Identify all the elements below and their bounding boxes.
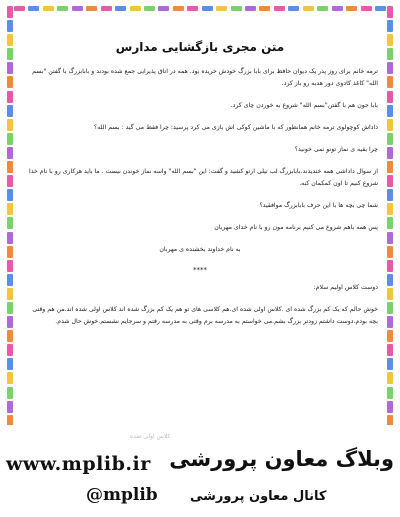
pencil-icon xyxy=(387,260,393,272)
pencil-icon xyxy=(387,217,393,229)
paragraph-6: شما چی بچه ها با این حرف بابابزرگ موافقید؟ xyxy=(259,202,378,209)
pencil-icon xyxy=(7,344,13,356)
pencil-icon xyxy=(72,6,83,11)
pencil-icon xyxy=(130,6,141,11)
pencil-icon xyxy=(173,6,184,11)
pencil-icon xyxy=(7,302,13,314)
pencil-icon xyxy=(387,76,393,88)
pencil-icon xyxy=(158,6,169,11)
pencil-icon xyxy=(288,6,299,11)
pencil-icon xyxy=(245,6,256,11)
pencil-icon xyxy=(387,330,393,342)
pencil-icon xyxy=(387,6,393,18)
pencil-icon xyxy=(7,76,13,88)
pencil-icon xyxy=(57,6,68,11)
pencil-icon xyxy=(387,288,393,300)
pencil-icon xyxy=(387,34,393,46)
pencil-icon xyxy=(216,6,227,11)
pencil-icon xyxy=(7,133,13,145)
pencil-icon xyxy=(43,6,54,11)
paragraph-4: چرا بقیه ی نماز تونو نمی خونید؟ xyxy=(294,146,378,153)
pencil-icon xyxy=(303,6,314,11)
pencil-icon xyxy=(7,91,13,103)
channel-name: کانال معاون پرورشی xyxy=(190,489,327,504)
pencil-icon xyxy=(7,203,13,215)
pencil-icon xyxy=(387,401,393,413)
pencil-icon xyxy=(7,274,13,286)
website-link[interactable]: www.mplib.ir xyxy=(6,453,151,475)
pencil-icon xyxy=(7,358,13,370)
pencil-icon xyxy=(387,20,393,32)
pencil-icon xyxy=(387,161,393,173)
document-body xyxy=(22,40,378,338)
pencil-icon xyxy=(7,316,13,328)
pencil-icon xyxy=(317,6,328,11)
pencil-border-left xyxy=(4,6,16,427)
pencil-icon xyxy=(7,119,13,131)
pencil-icon xyxy=(7,20,13,32)
pencil-icon xyxy=(274,6,285,11)
pencil-icon xyxy=(387,91,393,103)
paragraph-5: از سوال داداشی همه خندیدند.بابابزرگ لب نیلی ارتو کشید و گفت: این "بسم الله" واسه نماز خوندن نیست . ما باید هرکاری رو با نام خدا شروع کنیم تا اون کمکمان کنه. xyxy=(28,168,378,187)
pencil-icon xyxy=(387,175,393,187)
pencil-icon xyxy=(7,288,13,300)
pencil-icon xyxy=(387,203,393,215)
paragraph-2: بابا جون هم با گفتن"بسم الله" شروع به خوردن چای کرد. xyxy=(230,102,378,109)
pencil-icon xyxy=(7,387,13,399)
watermark-footer xyxy=(0,425,400,517)
pencil-icon xyxy=(144,6,155,11)
pencil-icon xyxy=(7,105,13,117)
pencil-icon xyxy=(7,48,13,60)
pencil-icon xyxy=(7,246,13,258)
pencil-border-right xyxy=(384,6,396,427)
pencil-icon xyxy=(387,189,393,201)
pencil-icon xyxy=(7,217,13,229)
pencil-icon xyxy=(259,6,270,11)
pencil-icon xyxy=(7,189,13,201)
pencil-icon xyxy=(387,246,393,258)
pencil-icon xyxy=(387,119,393,131)
pencil-icon xyxy=(387,274,393,286)
pencil-icon xyxy=(387,62,393,74)
pencil-icon xyxy=(387,316,393,328)
channel-handle[interactable]: @mplib xyxy=(86,485,158,505)
paragraph-3: داداش کوچولوی ترمه خانم همانطور که با ماشین کوکی اش بازی می کرد پرسید: چرا فقط می گید : بسم الله؟ xyxy=(94,124,378,131)
paragraph-8: به نام خداوند بخشنده ی مهربان xyxy=(159,246,241,253)
pencil-icon xyxy=(7,330,13,342)
pencil-icon xyxy=(387,302,393,314)
pencil-icon xyxy=(7,62,13,74)
pencil-icon xyxy=(387,358,393,370)
pencil-icon xyxy=(115,6,126,11)
separator-stars: **** xyxy=(193,266,207,274)
pencil-icon xyxy=(86,6,97,11)
pencil-icon xyxy=(387,387,393,399)
paragraph-7: پس همه باهم شروع می کنیم برنامه مون رو با نام خدای مهربان xyxy=(214,224,378,231)
document-title: متن مجری بازگشایی مدارس xyxy=(115,40,285,54)
pencil-icon xyxy=(387,105,393,117)
pencil-icon xyxy=(28,6,39,11)
blog-name: وبلاگ معاون پرورشی xyxy=(169,447,394,471)
paragraph-9: دوست کلاس اولیم سلام: xyxy=(313,284,378,291)
pencil-icon xyxy=(7,175,13,187)
pencil-icon xyxy=(202,6,213,11)
pencil-icon xyxy=(346,6,357,11)
pencil-icon xyxy=(7,147,13,159)
pencil-icon xyxy=(332,6,343,11)
pencil-border-top xyxy=(14,2,386,14)
pencil-icon xyxy=(187,6,198,11)
pencil-icon xyxy=(7,161,13,173)
pencil-icon xyxy=(7,34,13,46)
pencil-icon xyxy=(7,260,13,272)
pencil-icon xyxy=(387,147,393,159)
pencil-icon xyxy=(387,48,393,60)
pencil-icon xyxy=(101,6,112,11)
pencil-icon xyxy=(7,401,13,413)
pencil-icon xyxy=(387,344,393,356)
pencil-icon xyxy=(231,6,242,11)
paragraph-10: خوش حالم که یک کم بزرگ شده ای .کلاس اولی شده ای.هم کلاسی های تو هم یک کم بزرگ شده اند کلاس اولی شده اند.من هم وقتی بچه بودم.دوست داشتم زودتر بزرگ بشم.می خواستم به مدرسه برم وقتی به مدرسه رفتم و سرجایم نشستم.خوش حال شدم. xyxy=(32,306,378,325)
paragraph-1: ترمه خانم برای روز پدر یک دیوان حافظ برای بابا بزرگ خودش خریده بود. همه در اتاق پذیرایی جمع شده بودند و بابابزرگ با گفتن "بسم الله" کاغذ کادوی دور هدیه رو باز کرد. xyxy=(32,68,378,87)
faded-text: کلاس اولی شده xyxy=(130,433,171,440)
pencil-icon xyxy=(387,232,393,244)
pencil-icon xyxy=(7,372,13,384)
pencil-icon xyxy=(387,372,393,384)
pencil-icon xyxy=(361,6,372,11)
pencil-icon xyxy=(387,133,393,145)
pencil-icon xyxy=(7,232,13,244)
pencil-icon xyxy=(7,6,13,18)
